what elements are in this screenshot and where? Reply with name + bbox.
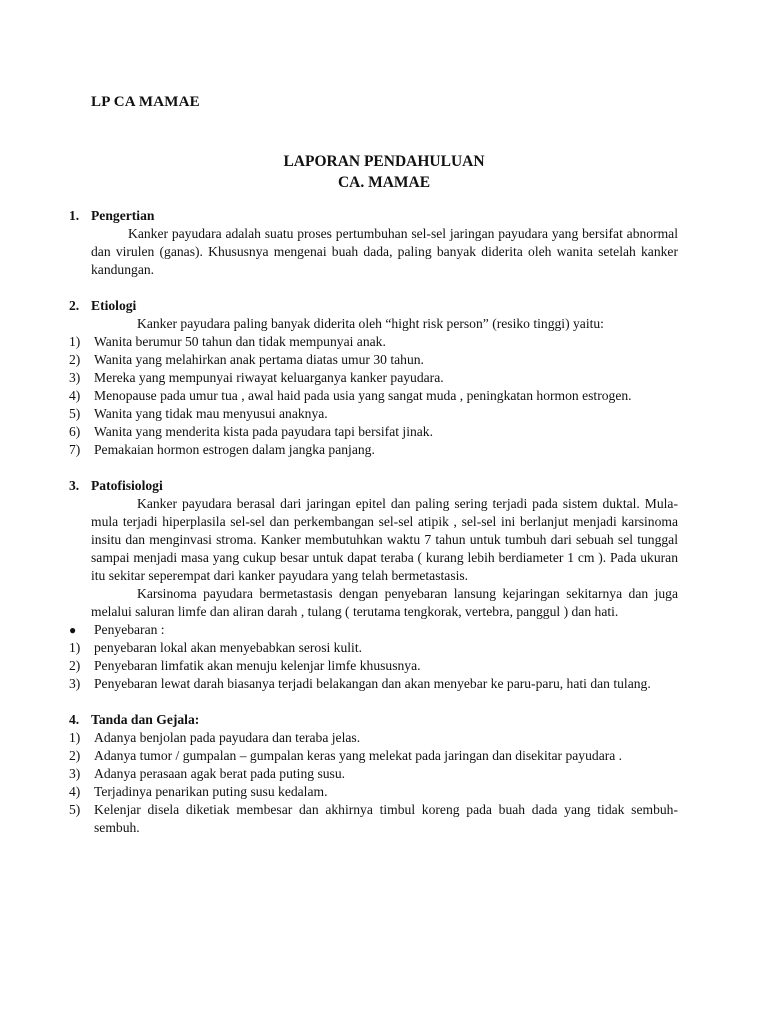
list-number: 2) bbox=[69, 352, 81, 367]
bullet-item-penyebaran bbox=[69, 621, 678, 639]
list-number: 3) bbox=[69, 766, 81, 781]
list-item bbox=[69, 765, 678, 783]
list-text: Wanita yang menderita kista pada payudara tapi bersifat jinak. bbox=[94, 424, 433, 439]
bullet-text: Penyebaran : bbox=[94, 622, 165, 637]
section-title: Pengertian bbox=[91, 208, 155, 223]
list-item bbox=[69, 729, 678, 747]
list-text: Menopause pada umur tua , awal haid pada usia yang sangat muda , peningkatan hormon estrogen. bbox=[94, 388, 632, 403]
paragraph-patofisiologi-2: Karsinoma payudara bermetastasis dengan penyebaran lansung kejaringan sekitarnya dan juga melalui saluran limfe dan aliran darah , tulang ( terutama tengkorak, vertebra, panggul ) dan hati. bbox=[91, 586, 678, 619]
document-title bbox=[0, 151, 768, 193]
list-item bbox=[69, 387, 678, 405]
list-number: 4) bbox=[69, 388, 81, 403]
list-text: Adanya perasaan agak berat pada puting susu. bbox=[94, 766, 346, 781]
list-text: Mereka yang mempunyai riwayat keluarganya kanker payudara. bbox=[94, 370, 444, 385]
list-text: Adanya tumor / gumpalan – gumpalan keras yang melekat pada jaringan dan disekitar payudara . bbox=[94, 748, 623, 763]
list-penyebaran bbox=[69, 639, 678, 693]
list-text: Penyebaran lewat darah biasanya terjadi belakangan dan akan menyebar ke paru-paru, hati dan tulang. bbox=[94, 676, 651, 691]
section-title: Tanda dan Gejala: bbox=[91, 712, 200, 727]
section-heading-tanda-gejala bbox=[69, 711, 678, 729]
section-heading-etiologi bbox=[69, 297, 678, 315]
section-number: 1. bbox=[69, 208, 80, 223]
section-heading-pengertian bbox=[69, 207, 678, 225]
list-item bbox=[69, 783, 678, 801]
list-number: 1) bbox=[69, 640, 81, 655]
list-item bbox=[69, 747, 678, 765]
list-text: Penyebaran limfatik akan menuju kelenjar limfe khususnya. bbox=[94, 658, 421, 673]
list-number: 2) bbox=[69, 658, 81, 673]
list-number: 5) bbox=[69, 406, 81, 421]
list-etiologi bbox=[69, 333, 678, 459]
list-item bbox=[69, 351, 678, 369]
list-item bbox=[69, 369, 678, 387]
list-number: 7) bbox=[69, 442, 81, 457]
paragraph-pengertian: Kanker payudara adalah suatu proses pertumbuhan sel-sel jaringan payudara yang bersifat abnormal dan virulen (ganas). Khususnya mengenai buah dada, paling banyak diderita oleh wanita setelah kanker kandungan. bbox=[91, 226, 678, 277]
list-item bbox=[69, 639, 678, 657]
list-item bbox=[69, 423, 678, 441]
list-number: 6) bbox=[69, 424, 81, 439]
list-text: Kelenjar disela diketiak membesar dan akhirnya timbul koreng pada buah dada yang tidak sembuh-sembuh. bbox=[94, 802, 678, 835]
bullet-icon: ● bbox=[69, 623, 77, 637]
list-number: 1) bbox=[69, 730, 81, 745]
list-item bbox=[69, 405, 678, 423]
list-text: Wanita yang melahirkan anak pertama diatas umur 30 tahun. bbox=[94, 352, 424, 367]
list-item bbox=[69, 801, 678, 837]
list-item bbox=[69, 675, 678, 693]
list-number: 3) bbox=[69, 370, 81, 385]
list-text: Terjadinya penarikan puting susu kedalam. bbox=[94, 784, 328, 799]
title-line-1: LAPORAN PENDAHULUAN bbox=[283, 153, 485, 170]
list-item bbox=[69, 333, 678, 351]
list-text: Pemakaian hormon estrogen dalam jangka panjang. bbox=[94, 442, 375, 457]
paragraph-patofisiologi-1: Kanker payudara berasal dari jaringan epitel dan paling sering terjadi pada sistem duktal. Mula-mula terjadi hiperplasila sel-sel dan perkembangan sel-sel atipik , sel-sel ini berlanjut menjadi karsinoma insitu dan menginvasi stroma. Kanker membutuhkan waktu 7 tahun untuk tumbuh dari sebuah sel tunggal sampai menjadi masa yang cukup besar untuk dapat teraba ( kurang lebih berdiameter 1 cm ). Pada ukuran itu sekitar seperempat dari kanker payudara yang telah bermetastasis. bbox=[91, 496, 678, 583]
list-number: 4) bbox=[69, 784, 81, 799]
list-text: penyebaran lokal akan menyebabkan serosi kulit. bbox=[94, 640, 363, 655]
section-number: 4. bbox=[69, 712, 80, 727]
title-line-2: CA. MAMAE bbox=[337, 174, 431, 191]
list-number: 3) bbox=[69, 676, 81, 691]
list-number: 1) bbox=[69, 334, 81, 349]
list-item bbox=[69, 657, 678, 675]
section-number: 2. bbox=[69, 298, 80, 313]
section-heading-patofisiologi bbox=[69, 477, 678, 495]
list-text: Wanita yang tidak mau menyusui anaknya. bbox=[94, 406, 328, 421]
paragraph-etiologi-intro: Kanker payudara paling banyak diderita oleh “hight risk person” (resiko tinggi) yaitu: bbox=[137, 316, 604, 331]
list-text: Adanya benjolan pada payudara dan teraba jelas. bbox=[94, 730, 361, 745]
section-title: Patofisiologi bbox=[91, 478, 163, 493]
document-body bbox=[69, 207, 678, 837]
section-number: 3. bbox=[69, 478, 80, 493]
list-text: Wanita berumur 50 tahun dan tidak mempunyai anak. bbox=[94, 334, 386, 349]
list-number: 2) bbox=[69, 748, 81, 763]
section-title: Etiologi bbox=[91, 298, 137, 313]
list-item bbox=[69, 441, 678, 459]
list-number: 5) bbox=[69, 802, 81, 817]
document-header: LP CA MAMAE bbox=[91, 94, 200, 110]
list-tanda-gejala bbox=[69, 729, 678, 837]
